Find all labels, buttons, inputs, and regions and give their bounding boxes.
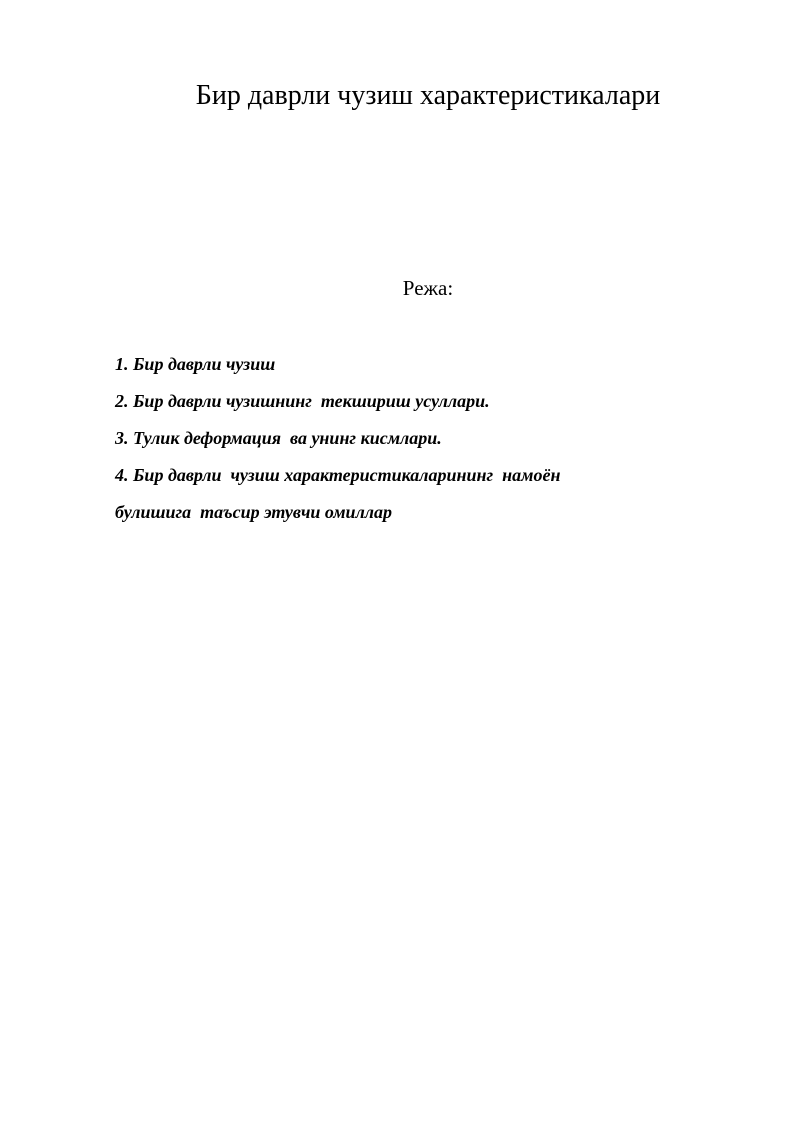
plan-item-2: 2. Бир даврли чузишнинг текшириш усуллари. [115, 391, 490, 411]
plan-heading: Режа: [402, 276, 454, 300]
plan-item-4-continuation: булишига таъсир этувчи омиллар [115, 502, 393, 522]
document-title: Бир даврли чузиш характеристикалари [195, 80, 661, 111]
plan-list [115, 346, 715, 531]
plan-item-3: 3. Тулик деформация ва унинг кисмлари. [115, 428, 442, 448]
plan-item-4: 4. Бир даврли чузиш характеристикаларининг намоён [115, 465, 561, 485]
plan-item-1: 1. Бир даврли чузиш [115, 354, 276, 374]
